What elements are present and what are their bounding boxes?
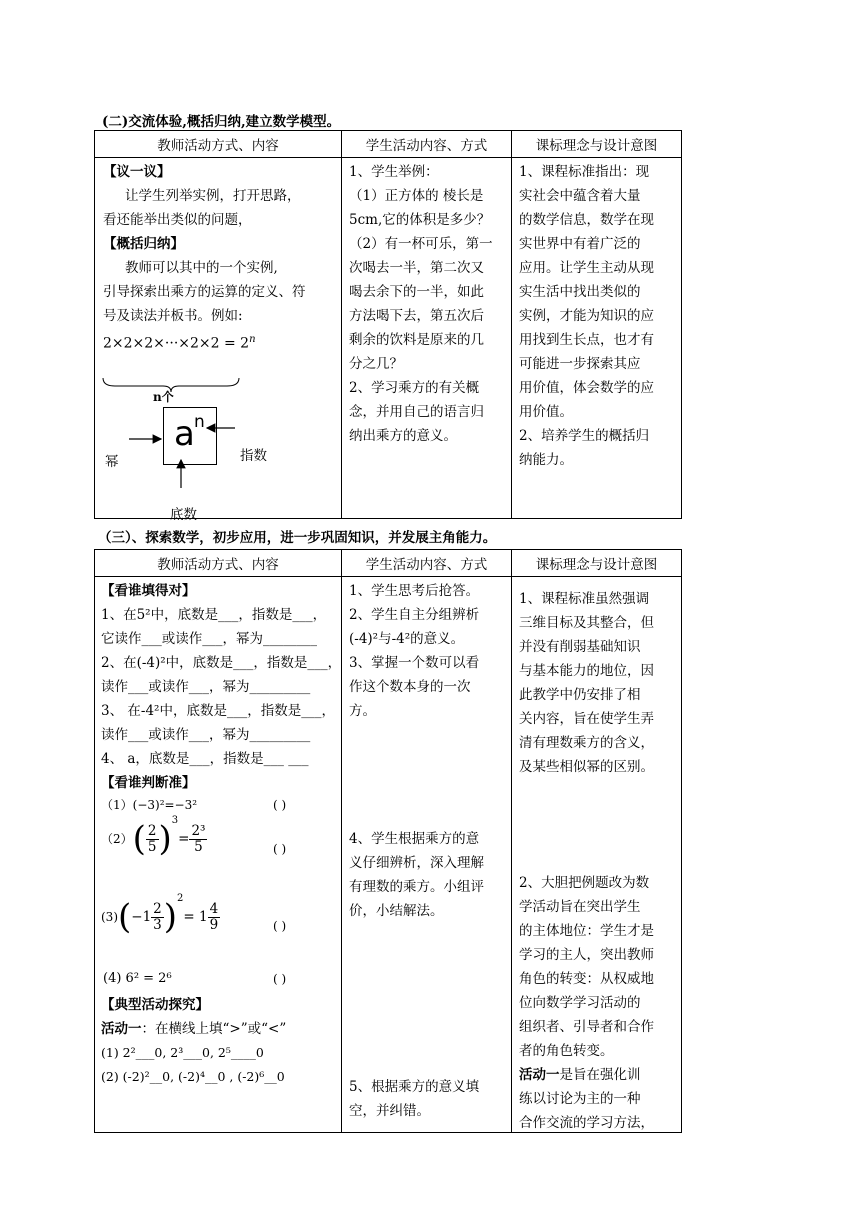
teacher-text: 让学生列举实例，打开思路，: [125, 188, 301, 204]
teacher-cell: [95, 158, 342, 523]
design-line: 关内容，旨在使学生弄: [519, 711, 654, 727]
heading-dianxing: 【典型活动探究】: [101, 997, 209, 1013]
design-line: 活动一是旨在强化训: [519, 1067, 641, 1083]
power-formula: $2\times 2\times 2\times\cdot\cdot\cdot\times 2\times 2 = 2^n$: [103, 334, 256, 352]
student-line: 次喝去一半，第二次又: [349, 260, 484, 276]
design-cell: [512, 158, 682, 519]
fill-question: 读作___或读作___，幂为_________: [101, 727, 311, 743]
design-line: 应用。让学生主动从现: [519, 260, 654, 276]
student-line: 1、学生思考后抢答。: [349, 583, 480, 599]
student-line: 3、掌握一个数可以看: [349, 655, 480, 671]
judge-item-3: (3)(−1 $\frac{2}{3}$ )$^2$= 1 $\frac{4}{9}$: [101, 893, 219, 937]
design-cell: [512, 577, 682, 1133]
student-line: 空，并纠错。: [349, 1103, 430, 1119]
design-line: 练以讨论为主的一种: [519, 1091, 641, 1107]
student-line: （2）有一杯可乐，第一: [349, 236, 493, 252]
label-dishu: 底数: [170, 507, 197, 523]
judge-blank: ( ): [273, 798, 287, 812]
section-title-3: （三）、探索数学，初步应用，进一步巩固知识，并发展主角能力。: [98, 530, 497, 546]
design-line: 实世界中有着广泛的: [519, 236, 641, 252]
design-line: 组织者、引导者和合作: [519, 1019, 654, 1035]
design-line: 实生活中找出类似的: [519, 284, 641, 300]
judge-item-4: (4) 6² = 2⁶: [103, 971, 172, 986]
design-line: 者的角色转变。: [519, 1043, 614, 1059]
power-base: a: [174, 414, 195, 454]
teacher-cell: [95, 577, 342, 1133]
design-line: 用找到生长点，也才有: [519, 332, 654, 348]
design-line: 位向数学学习活动的: [519, 995, 641, 1011]
student-line: 有理数的乘方。小组评: [349, 879, 484, 895]
student-cell: [342, 577, 512, 1133]
judge-blank: ( ): [273, 919, 287, 933]
header-student: 学生活动内容、方式: [342, 550, 512, 577]
label-zhishu: 指数: [240, 448, 267, 464]
fill-question: 它读作___或读作___，幂为________: [101, 631, 317, 647]
judge-blank: ( ): [273, 972, 287, 986]
design-line: 与基本能力的地位，因: [519, 663, 654, 679]
design-line: 用价值，体会数学的应: [519, 380, 654, 396]
fill-question: 1、在5²中，底数是___，指数是___，: [101, 607, 327, 623]
teacher-text: 教师可以其中的一个实例,: [125, 260, 278, 276]
heading-yiyiyi: 【议一议】: [103, 164, 171, 180]
design-line: 此教学中仍安排了相: [519, 687, 641, 703]
design-line: 的主体地位：学生才是: [519, 923, 654, 939]
student-line: (-4)²与-4²的意义。: [349, 631, 465, 647]
header-student: 学生活动内容、方式: [342, 131, 512, 158]
design-line: 用价值。: [519, 404, 573, 420]
design-line: 2、培养学生的概括归: [519, 428, 650, 444]
design-line: 学活动旨在突出学生: [519, 899, 641, 915]
design-line: 实例，才能为知识的应: [519, 308, 654, 324]
design-line: 并没有削弱基础知识: [519, 639, 641, 655]
student-line: 价，小结解法。: [349, 903, 444, 919]
brace-label: n个: [153, 390, 174, 404]
design-line: 角色的转变：从权威地: [519, 971, 654, 987]
student-line: 分之几？: [349, 356, 403, 372]
student-line: 喝去余下的一半，如此: [349, 284, 484, 300]
student-cell: [342, 158, 512, 519]
student-line: 4、学生根据乘方的意: [349, 831, 480, 847]
teacher-text: 号及读法并板书。例如:: [103, 308, 243, 324]
student-line: 1、学生举例：: [349, 164, 439, 180]
arrow-icon: [95, 398, 335, 518]
student-line: 念，并用自己的语言归: [349, 404, 484, 420]
design-line: 1、课程标准虽然强调: [519, 591, 650, 607]
header-teacher: 教师活动方式、内容: [95, 131, 342, 158]
activity-table-3: [94, 549, 682, 1133]
student-line: 义仔细辨析，深入理解: [349, 855, 484, 871]
judge-item-1: （1）(−3)²=−3²: [101, 798, 198, 812]
judge-item-2: （2）( $\frac{2}{5}$ )$^3$= $\frac{\text{2³}}{5}$: [101, 815, 206, 859]
section-title-2: (二)交流体验,概括归纳,建立数学模型。: [102, 114, 341, 130]
design-line: 合作交流的学习方法，: [519, 1115, 654, 1131]
design-line: 实社会中蕴含着大量: [519, 188, 641, 204]
teacher-text: 看还能举出类似的问题，: [103, 212, 252, 228]
design-line: 纳能力。: [519, 452, 573, 468]
power-exponent: n: [194, 412, 205, 432]
design-line: 可能进一步探索其应: [519, 356, 641, 372]
fill-question: 2、在(-4)²中，底数是___，指数是___，: [101, 655, 342, 671]
student-line: 作这个数本身的一次: [349, 679, 471, 695]
design-line: 三维目标及其整合，但: [519, 615, 654, 631]
design-line: 1、课程标准指出：现: [519, 164, 650, 180]
header-design: 课标理念与设计意图: [512, 131, 682, 158]
design-line: 的数学信息，数学在现: [519, 212, 654, 228]
fill-question: 读作___或读作___，幂为_________: [101, 679, 311, 695]
student-line: 方法喝下去，第五次后: [349, 308, 484, 324]
heading-gaikuo: 【概括归纳】: [103, 236, 184, 252]
design-line: 2、大胆把例题改为数: [519, 875, 650, 891]
student-line: 方。: [349, 703, 376, 719]
teacher-text: 引导探索出乘方的运算的定义、符: [103, 284, 306, 300]
fill-question: 4、 a，底数是___，指数是___ ___: [101, 751, 309, 767]
activity-one-line: (1) 2²___0, 2³___0, 2⁵____0: [101, 1045, 264, 1060]
heading-panduan: 【看谁判断准】: [101, 775, 196, 791]
student-line: 2、学生自主分组辨析: [349, 607, 480, 623]
activity-one: 活动一：在横线上填“>”或“<”: [101, 1021, 287, 1037]
student-line: 剩余的饮料是原来的几: [349, 332, 484, 348]
activity-one-line: (2) (-2)²__0, (-2)⁴__0 , (-2)⁶__0: [101, 1069, 285, 1084]
student-line: 5、根据乘方的意义填: [349, 1079, 480, 1095]
design-line: 学习的主人，突出教师: [519, 947, 654, 963]
label-mi: 幂: [105, 454, 119, 470]
design-line: 清有理数乘方的含义，: [519, 735, 654, 751]
fill-question: 3、 在-4²中，底数是___，指数是___，: [101, 703, 335, 719]
header-design: 课标理念与设计意图: [512, 550, 682, 577]
activity-table-2: [94, 130, 682, 523]
student-line: 纳出乘方的意义。: [349, 428, 457, 444]
design-line: 及某些相似幂的区别。: [519, 759, 654, 775]
heading-kanshei: 【看谁填得对】: [101, 583, 196, 599]
student-line: 5cm,它的体积是多少？: [349, 212, 491, 228]
student-line: （1）正方体的 棱长是: [349, 188, 484, 204]
judge-blank: ( ): [273, 842, 287, 856]
header-teacher: 教师活动方式、内容: [95, 550, 342, 577]
student-line: 2、学习乘方的有关概: [349, 380, 480, 396]
